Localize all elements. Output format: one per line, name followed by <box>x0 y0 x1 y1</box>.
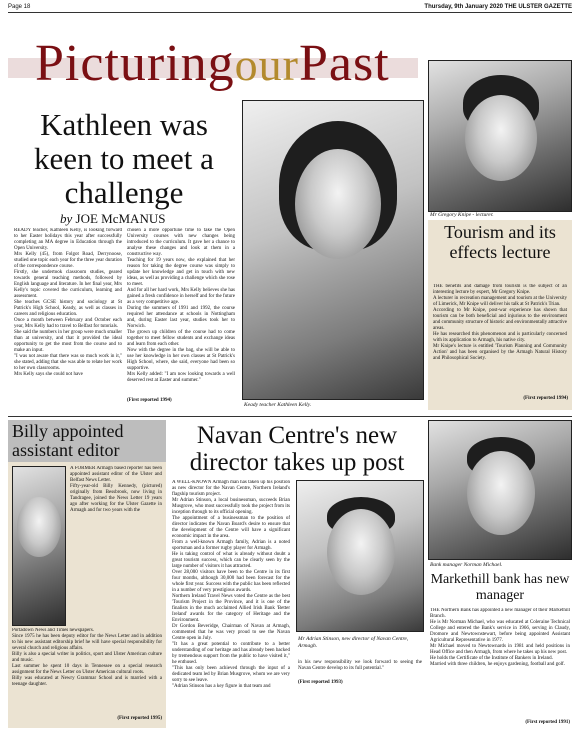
kathleen-photo <box>242 100 424 400</box>
tourism-headline: Tourism and its effects lecture <box>444 222 556 262</box>
billy-end: (First reported 1995) <box>117 716 162 721</box>
masthead-part1: Picturing <box>35 35 235 92</box>
kathleen-caption: Keady teacher Kathleen Kelly. <box>244 402 312 408</box>
markethill-end: (First reported 1991) <box>525 720 570 725</box>
byline-name: JOE McMANUS <box>75 211 166 226</box>
billy-photo <box>12 466 66 626</box>
stinson-photo <box>296 480 424 632</box>
masthead-part2: our <box>234 39 299 90</box>
navan-headline: Navan Centre's new director takes up post <box>189 422 405 476</box>
date-line: Thursday, 9th January 2020 THE ULSTER GAZETTE <box>424 4 572 10</box>
tourism-body: THE benefits and damage from tourism is the subject of an interesting lecture by expert, Mr Gregory Knipe. A lecturer in recreation management and tourism at the University of Limerick, Mr Knipe will deliver his talk at St Patrick's Trian. According to Mr Knipe, post-war experience has shown that tourism can be both beneficial and injurious to the environment and community structure of historic and environmentally attractive areas. He has researched this phenomenon and is particularly concerned with its application to Armagh, his native city. Mr Knipe's lecture is entitled 'Tourism Planning and Community Action' and has been organised by the Armagh Natural History and Philosophical Society. <box>433 284 567 361</box>
page-number: Page 18 <box>8 4 31 10</box>
kathleen-col2: chosen a more opportune time to take the Open University courses with new changes being introduced to the curriculum. It gave her a chance to analyse these changes and look at them in a constructive way. Teaching for 19 years now, she explained that her reason for taking the degree course was simply to update her knowledge and get in touch with new ideas, as well as providing a challenge which she rose to meet. And for all her hard work, Mrs Kelly believes she has gained a fresh confidence in herself and for the future as a very competitive age. During the summers of 1991 and 1992, the course required her attendance at schools in Nottingham and, during Easter last year, studies took her to Norwich. The grown up children of the course had to come together to meet fellow students and exchange ideas and learn from each other. Now with the degree in the bag, she will be able to use her knowledge in her own classes at St Patrick's High School, where, she said, everyone had been so supportive. Mrs Kelly added: "I am now looking towards a well deserved rest at Easter and summer." <box>127 228 235 383</box>
tourism-box <box>428 220 572 410</box>
header-rule <box>8 12 572 13</box>
billy-box <box>8 420 166 728</box>
kathleen-byline <box>60 211 230 227</box>
stinson-caption: Mr Adrian Stinson, new director of Navan Centre, Armagh. <box>298 636 409 649</box>
byline-by: by <box>60 211 73 226</box>
michael-photo <box>428 420 572 560</box>
mid-rule <box>8 416 572 417</box>
michael-caption: Bank manager Norman Michael. <box>430 562 503 568</box>
markethill-body: THE Northern Bank has appointed a new manager of their Markethill Branch. He is Mr Norman Michael, who was educated at Coleraine Technical College and entered the Bank's service in 1966, serving in Claudy, Dromore and Newtownstewart, before being appointed Assistant Agricultural Representative in 1977. Mr Michael moved to Newtownards in 1981 and held positions in Head Office and then Armagh, from where he takes up his new post. He holds the Certificate of the Institute of Bankers in Ireland. Married with three children, he enjoys gardening, football and golf. <box>430 608 570 667</box>
kathleen-headline: Kathleen was keen to meet a challenge <box>34 107 214 210</box>
billy-body-lead: A FORMER Armagh based reporter has been appointed assistant editor of the Ulster and Belfast News Letter. Fifty-year-old Billy Kennedy, (pictured) originally from Bessbrook, now living in Tandragee, joined the News Letter 19 years ago after working for the Ulster Gazette in Armagh and for two years with the <box>70 466 162 513</box>
billy-body-rest: Portadown News and Times newspapers. Since 1975 he has been deputy editor for the News Letter and in addition to his new assistant editorship brief he will have special responsibility for several church and religious affairs. Billy is also a special writer in politics, sport and Ulster American culture and music. Last summer he spent 10 days in Tennessee on a special research assignment for the News Letter on Ulster American cultural roots. Billy was educated at Newry Grammar School and is married with a teenage daughter. <box>12 628 162 687</box>
masthead <box>35 35 390 92</box>
markethill-headline: Markethill bank has new manager <box>430 572 570 603</box>
navan-col2: in his new responsibility we look forward to seeing the Navan Centre develop to its full potential." <box>298 660 422 671</box>
kathleen-end: (First reported 1994) <box>127 398 172 403</box>
billy-headline: Billy appointed assistant editor <box>12 421 124 460</box>
navan-col1: A WELL-KNOWN Armagh man has taken up his position as new director for the Navan Centre, Northern Ireland's flagship tourism project. Mr Adrian Stinson, a local businessman, succeeds Brian Musgrove, who most successfully took the project from its inception through to its official opening. The appointment of a businessman to the position of director indicates the Navan Board's desire to ensure that the development of the Centre will have a significant economic impact in the area. From a well-known Armagh family, Adrian is a noted sportsman and a former rugby player for Armagh. He is taking control of what is already without doubt a great tourism success, which can be clearly seen by the large number of visitors it has attracted. Over 28,000 visitors have been to the Centre in its first four months, although 30,000 had been forecast for the whole first year. Success with the public has been reflected in a number of very prestigious awards. Northern Ireland Travel News voted the Centre as the best 'Tourism Project in the Province, and it is one of the finalists in the much acclaimed Allied Irish Bank 'Better Ireland' awards for the category of Heritage and the Environment. Dr Gordon Beveridge, Chairman of Navan at Armagh, commented that he was very proud to see the Navan Centre open in July. "It has a great potential to contribute to a better understanding of our heritage and has already been backed by tremendous support from the public to have visited it," he enthused. "This has only been achieved through the input of a dedicated team led by Brian Musgrove, whom we are very sorry to see leave. "Adrian Stinson has a key figure in that team and <box>172 480 290 689</box>
navan-end: (First reported 1993) <box>298 680 343 685</box>
masthead-part3: Past <box>299 35 390 92</box>
kathleen-col1: READY teacher, Kathleen Kelly, is looking forward to her Easter holidays this year after successfully completing an MA degree in Education through the Open University. Mrs Kelly (45), from Folgot Road, Derrynoose, studied one topic each year for the three year duration of the correspondence course. Firstly, she undertook classroom studies, geared towards general teaching methods, followed by English language and literature. In her final year, Mrs Kelly's topic covered the curriculum, learning and assessment. She teaches GCSE history and sociology at St Patrick's High School, Keady, as well as classes in careers and religious education. Once a month between February and October each year, Mrs Kelly had to travel to Belfast for tutorials. She said the numbers in her group were much smaller than at university, and that it provided the ideal opportunity to get the most from the course and to make an input. "I was not aware that there was so much work in it," she stated, adding that she was able to relate her work to her own classrooms. Mrs Kelly says she could not have <box>14 228 122 377</box>
knipe-photo <box>428 60 572 212</box>
page-header <box>8 2 572 12</box>
tourism-end: (First reported 1994) <box>523 396 568 401</box>
knipe-caption: Mr Gregory Knipe - lecturer. <box>430 212 494 218</box>
